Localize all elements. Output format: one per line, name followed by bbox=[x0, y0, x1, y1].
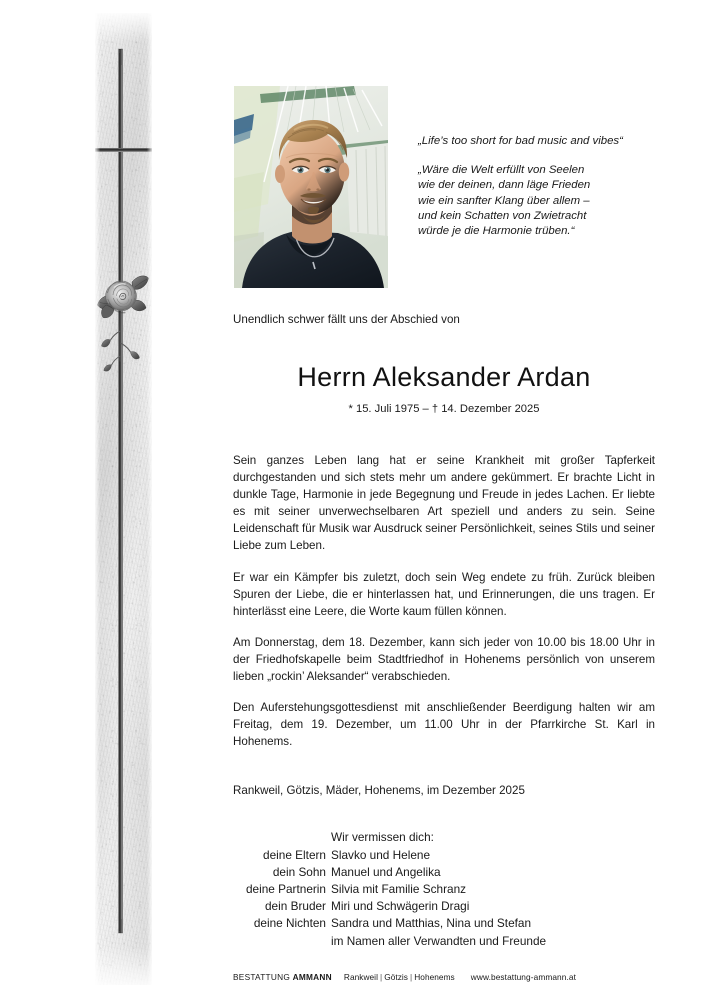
footer-town: Rankweil bbox=[343, 972, 378, 982]
mourners-heading-spacer bbox=[233, 829, 331, 846]
mourner-row bbox=[233, 915, 546, 932]
funeral-home-website[interactable]: www.bestattung-ammann.at bbox=[470, 972, 577, 982]
mourners-heading-row bbox=[233, 829, 546, 846]
town-separator: | bbox=[379, 972, 383, 982]
mourner-names: Manuel und Angelika bbox=[331, 864, 441, 879]
mourners-closing: im Namen aller Verwandten und Freunde bbox=[331, 933, 547, 948]
mourner-relation: deine Nichten bbox=[253, 916, 326, 931]
mourner-relation: deine Eltern bbox=[263, 847, 326, 862]
intro-line: Unendlich schwer fällt uns der Abschied von bbox=[233, 313, 460, 326]
mourner-names: Sandra und Matthias, Nina und Stefan bbox=[331, 916, 532, 931]
birth-death-dates: * 15. Juli 1975 – † 14. Dezember 2025 bbox=[348, 403, 540, 415]
viewing-details-paragraph: Am Donnerstag, dem 18. Dezember, kann sich jeder von 10.00 bis 18.00 Uhr in der Friedhofskapelle beim Stadtfriedhof in Hohenems persönlich von unserem lieben „rockin’ Aleksander“ verabschieden. bbox=[233, 635, 655, 684]
memorial-quote-block bbox=[418, 134, 668, 239]
footer-town: Hohenems bbox=[414, 972, 455, 982]
quote-poem-line: und kein Schatten von Zwietracht bbox=[418, 209, 587, 222]
funeral-home-footer bbox=[233, 971, 576, 983]
obituary-paragraph: Er war ein Kämpfer bis zuletzt, doch sein Weg endete zu früh. Zurück bleiben Spuren der Liebe, die er hinterlassen hat, und Erinnerungen, die uns tragen. Er hinterlässt eine Leere, die Worte kaum füllen können. bbox=[233, 570, 655, 618]
mourner-row bbox=[233, 881, 546, 898]
band-edge-fade bbox=[95, 13, 152, 985]
mourner-names: Slavko und Helene bbox=[331, 847, 431, 862]
portrait-photo-image bbox=[234, 86, 388, 288]
mourners-list bbox=[233, 829, 546, 949]
quote-poem bbox=[418, 163, 668, 239]
portrait-photo bbox=[234, 86, 388, 288]
mourner-names: Miri und Schwägerin Dragi bbox=[331, 899, 470, 914]
quote-poem-line: würde je die Harmonie trüben.“ bbox=[418, 225, 575, 238]
quote-lead-line: „Life’s too short for bad music and vibes“ bbox=[418, 135, 623, 147]
mourner-relation: dein Bruder bbox=[265, 899, 326, 914]
mourners-closing-spacer bbox=[233, 933, 331, 950]
mourner-row bbox=[233, 847, 546, 864]
mourners-closing-row bbox=[233, 933, 546, 950]
mourner-relation: deine Partnerin bbox=[245, 882, 326, 897]
obituary-content bbox=[233, 312, 655, 950]
mourner-row bbox=[233, 864, 546, 881]
mourners-heading: Wir vermissen dich: bbox=[331, 830, 434, 845]
town-separator: | bbox=[410, 972, 413, 982]
footer-town: Götzis bbox=[384, 972, 409, 982]
obituary-paragraph: Sein ganzes Leben lang hat er seine Krankheit mit großer Tapferkeit durchgestanden und sich stets mehr um andere gekümmert. Er brachte Licht in dunkle Tage, Harmonie in jede Begegnung und Freude in jedes Lachen. Er liebte es mit seiner unverwechselbaren Art speziell und anders zu sein. Seine Leidenschaft für Musik war Ausdruck seiner Persönlichkeit, seines Stils und seiner Liebe zum Leben. bbox=[233, 454, 655, 553]
brand-name: AMMANN bbox=[292, 972, 332, 982]
funeral-service-paragraph: Den Auferstehungsgottesdienst mit anschließender Beerdigung halten wir am Freitag, dem 19. Dezember, um 11.00 Uhr in der Pfarrkirche St. Karl in Hohenems. bbox=[233, 701, 655, 749]
funeral-home-brand bbox=[233, 972, 332, 982]
quote-poem-line: wie der deinen, dann läge Frieden bbox=[418, 179, 591, 192]
footer-towns bbox=[344, 972, 455, 982]
quote-poem-line: „Wäre die Welt erfüllt von Seelen bbox=[418, 164, 585, 177]
mourner-names: Silvia mit Familie Schranz bbox=[331, 882, 467, 897]
mourner-row bbox=[233, 898, 546, 915]
deceased-name: Herrn Aleksander Ardan bbox=[297, 362, 591, 392]
mourner-relation: dein Sohn bbox=[272, 864, 326, 879]
quote-poem-line: wie ein sanfter Klang über allem – bbox=[418, 194, 590, 207]
decorative-border-band bbox=[95, 13, 152, 985]
place-and-date: Rankweil, Götzis, Mäder, Hohenems, im Dezember 2025 bbox=[233, 784, 525, 798]
brand-prefix: BESTATTUNG bbox=[233, 972, 293, 982]
